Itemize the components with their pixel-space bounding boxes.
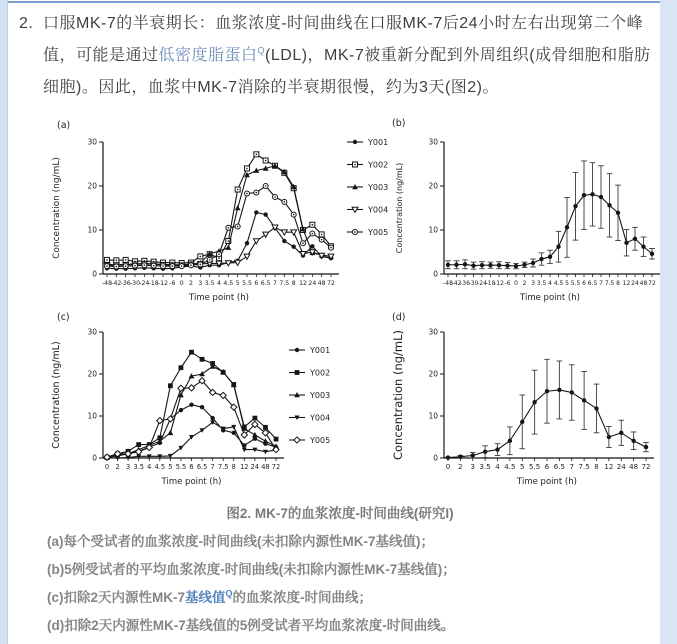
svg-text:2: 2 bbox=[458, 463, 463, 471]
svg-text:Y003: Y003 bbox=[310, 390, 331, 400]
svg-text:Concentration (ng/mL): Concentration (ng/mL) bbox=[395, 162, 404, 254]
svg-text:0: 0 bbox=[92, 453, 97, 463]
caption-line-d: (d)扣除2天内源性MK-7基线值的5例受试者平均血浆浓度-时间曲线。 bbox=[47, 618, 455, 633]
svg-text:8: 8 bbox=[231, 463, 236, 471]
svg-text:3: 3 bbox=[470, 463, 475, 471]
svg-text:-6: -6 bbox=[169, 280, 176, 287]
svg-text:3: 3 bbox=[198, 280, 203, 287]
svg-text:Time point (h): Time point (h) bbox=[520, 293, 580, 303]
svg-text:3.5: 3.5 bbox=[479, 463, 491, 471]
svg-text:Y005: Y005 bbox=[310, 435, 331, 445]
svg-text:24: 24 bbox=[250, 463, 260, 471]
svg-text:Y005: Y005 bbox=[368, 227, 389, 237]
figure2-caption-block bbox=[47, 500, 633, 640]
svg-text:6.5: 6.5 bbox=[587, 280, 598, 287]
svg-text:4.5: 4.5 bbox=[154, 463, 166, 471]
svg-text:20: 20 bbox=[87, 369, 97, 379]
svg-text:Y004: Y004 bbox=[368, 205, 389, 215]
svg-text:6: 6 bbox=[254, 280, 259, 287]
svg-text:72: 72 bbox=[271, 463, 281, 471]
svg-text:-12: -12 bbox=[157, 280, 169, 287]
svg-text:3.5: 3.5 bbox=[536, 280, 547, 287]
ldl-term-link[interactable]: 低密度脂蛋白$^Q$ bbox=[158, 45, 266, 64]
svg-text:6: 6 bbox=[582, 280, 586, 287]
svg-text:6: 6 bbox=[189, 463, 194, 471]
svg-text:48: 48 bbox=[629, 463, 639, 471]
svg-text:7: 7 bbox=[273, 280, 277, 287]
svg-text:(b): (b) bbox=[392, 118, 406, 129]
svg-text:5.5: 5.5 bbox=[529, 463, 541, 471]
svg-text:5: 5 bbox=[235, 280, 240, 287]
chart-d-baseline-subtracted-mean bbox=[388, 308, 666, 500]
baseline-term-link[interactable]: 基线值$^Q$ bbox=[185, 588, 233, 605]
svg-text:-6: -6 bbox=[504, 280, 511, 287]
svg-text:4.5: 4.5 bbox=[553, 280, 564, 287]
svg-text:10: 10 bbox=[428, 411, 438, 421]
svg-text:-42: -42 bbox=[111, 280, 122, 287]
svg-text:-48: -48 bbox=[101, 280, 113, 287]
svg-text:Time point (h): Time point (h) bbox=[161, 477, 222, 487]
figure-title: 图2. MK-7的血浆浓度-时间曲线(研究I) bbox=[226, 506, 454, 521]
svg-text:Y002: Y002 bbox=[310, 368, 331, 378]
chart-a-individual-concentration bbox=[45, 112, 406, 310]
svg-text:-18: -18 bbox=[148, 280, 159, 287]
svg-text:10: 10 bbox=[428, 225, 438, 235]
svg-text:Y002: Y002 bbox=[368, 160, 389, 170]
svg-text:4: 4 bbox=[548, 280, 552, 287]
svg-text:4.5: 4.5 bbox=[504, 463, 516, 471]
svg-text:7: 7 bbox=[210, 463, 215, 471]
svg-text:48: 48 bbox=[317, 280, 326, 287]
svg-text:6.5: 6.5 bbox=[260, 280, 271, 287]
svg-text:6: 6 bbox=[544, 463, 550, 471]
svg-text:12: 12 bbox=[299, 280, 307, 287]
paragraph-text-2: (LDL)，MK-7被重新分配到外周组织(成骨细胞和脂肪细胞)。因此，血浆中MK-7消除的半衰期很慢，约为3天(图2)。 bbox=[43, 47, 651, 96]
svg-text:Concentration (ng/mL): Concentration (ng/mL) bbox=[52, 157, 62, 259]
svg-text:7.5: 7.5 bbox=[279, 280, 290, 287]
svg-text:48: 48 bbox=[639, 280, 648, 287]
svg-text:7: 7 bbox=[569, 463, 574, 471]
paragraph-text-1: 口服MK-7的半衰期长：血浆浓度-时间曲线在口服MK-7后24小时左右出现第二个峰值，可能是通过 bbox=[43, 15, 644, 64]
caption-line-a: (a)每个受试者的血浆浓度-时间曲线(未扣除内源性MK-7基线值)； bbox=[47, 534, 434, 549]
svg-text:30: 30 bbox=[428, 327, 438, 337]
svg-text:7.5: 7.5 bbox=[217, 463, 229, 471]
chart-c-baseline-subtracted bbox=[45, 308, 375, 500]
svg-text:7: 7 bbox=[599, 280, 603, 287]
search-superscript-icon[interactable]: Q bbox=[257, 45, 266, 56]
svg-text:0: 0 bbox=[514, 280, 518, 287]
svg-text:Time point (h): Time point (h) bbox=[189, 293, 249, 303]
svg-text:0: 0 bbox=[104, 463, 110, 471]
svg-text:-30: -30 bbox=[129, 280, 141, 287]
svg-text:Y001: Y001 bbox=[310, 345, 331, 355]
svg-text:72: 72 bbox=[648, 280, 656, 287]
svg-text:(a): (a) bbox=[57, 120, 71, 131]
svg-text:72: 72 bbox=[327, 280, 335, 287]
svg-text:6.5: 6.5 bbox=[196, 463, 208, 471]
svg-text:Concentration (ng/mL): Concentration (ng/mL) bbox=[391, 329, 405, 461]
svg-text:7.5: 7.5 bbox=[578, 463, 590, 471]
caption-line-c: (c)扣除2天内源性MK-7基线值$^Q$的血浆浓度-时间曲线； bbox=[47, 588, 373, 605]
svg-text:4: 4 bbox=[147, 463, 152, 471]
svg-text:-30: -30 bbox=[468, 280, 479, 287]
svg-text:Concentration (ng/mL): Concentration (ng/mL) bbox=[51, 341, 62, 449]
svg-text:72: 72 bbox=[641, 463, 651, 471]
svg-text:Y001: Y001 bbox=[368, 137, 389, 147]
svg-text:8: 8 bbox=[594, 463, 599, 471]
svg-text:8: 8 bbox=[291, 280, 296, 287]
svg-text:0: 0 bbox=[179, 280, 184, 287]
svg-text:4: 4 bbox=[495, 463, 500, 471]
svg-text:12: 12 bbox=[604, 463, 614, 471]
svg-text:2: 2 bbox=[115, 463, 120, 471]
svg-text:4: 4 bbox=[217, 280, 221, 287]
svg-text:4.5: 4.5 bbox=[223, 280, 234, 287]
search-superscript-icon[interactable]: Q bbox=[225, 588, 233, 599]
svg-text:0: 0 bbox=[92, 269, 97, 279]
svg-text:3.5: 3.5 bbox=[133, 463, 144, 471]
svg-text:3: 3 bbox=[126, 463, 131, 471]
svg-text:(d): (d) bbox=[392, 312, 406, 323]
svg-text:6.5: 6.5 bbox=[553, 463, 565, 471]
svg-text:Time point (h): Time point (h) bbox=[517, 477, 577, 487]
svg-text:10: 10 bbox=[87, 225, 97, 235]
svg-text:24: 24 bbox=[616, 463, 626, 471]
svg-text:20: 20 bbox=[428, 369, 438, 379]
list-number: 2. bbox=[19, 15, 34, 32]
svg-text:5: 5 bbox=[168, 463, 173, 471]
svg-text:5.5: 5.5 bbox=[570, 280, 581, 287]
svg-text:30: 30 bbox=[87, 137, 97, 147]
svg-text:-24: -24 bbox=[477, 280, 487, 287]
svg-text:-12: -12 bbox=[494, 280, 504, 287]
svg-text:Y004: Y004 bbox=[310, 413, 331, 423]
svg-text:30: 30 bbox=[428, 137, 438, 147]
svg-text:Y003: Y003 bbox=[368, 182, 389, 192]
svg-text:-24: -24 bbox=[139, 280, 150, 287]
svg-text:2: 2 bbox=[522, 280, 527, 287]
svg-text:3.5: 3.5 bbox=[204, 280, 215, 287]
svg-text:0: 0 bbox=[445, 463, 451, 471]
svg-text:20: 20 bbox=[428, 181, 438, 191]
svg-text:20: 20 bbox=[87, 181, 97, 191]
svg-text:12: 12 bbox=[622, 280, 631, 287]
svg-text:5: 5 bbox=[520, 463, 525, 471]
svg-text:5.5: 5.5 bbox=[242, 280, 252, 287]
svg-text:7.5: 7.5 bbox=[604, 280, 615, 287]
svg-text:24: 24 bbox=[308, 280, 317, 287]
svg-text:12: 12 bbox=[240, 463, 249, 471]
svg-text:-36: -36 bbox=[460, 280, 470, 287]
svg-text:0: 0 bbox=[433, 453, 438, 463]
svg-text:-36: -36 bbox=[120, 280, 131, 287]
svg-text:3: 3 bbox=[531, 280, 535, 287]
svg-text:(c): (c) bbox=[57, 312, 70, 323]
svg-text:30: 30 bbox=[87, 327, 97, 337]
svg-text:0: 0 bbox=[433, 269, 438, 279]
svg-text:48: 48 bbox=[261, 463, 270, 471]
svg-text:5: 5 bbox=[565, 280, 569, 287]
svg-text:-18: -18 bbox=[485, 280, 496, 287]
chart-b-mean-concentration bbox=[388, 112, 666, 310]
svg-text:10: 10 bbox=[87, 411, 97, 421]
svg-text:24: 24 bbox=[631, 280, 639, 287]
svg-text:8: 8 bbox=[616, 280, 620, 287]
svg-text:-42: -42 bbox=[451, 280, 462, 287]
svg-text:-48: -48 bbox=[443, 280, 453, 287]
svg-text:2: 2 bbox=[189, 280, 193, 287]
caption-line-b: (b)5例受试者的平均血浆浓度-时间曲线(未扣除内源性MK-7基线值)； bbox=[47, 562, 456, 577]
svg-text:5.5: 5.5 bbox=[175, 463, 187, 471]
